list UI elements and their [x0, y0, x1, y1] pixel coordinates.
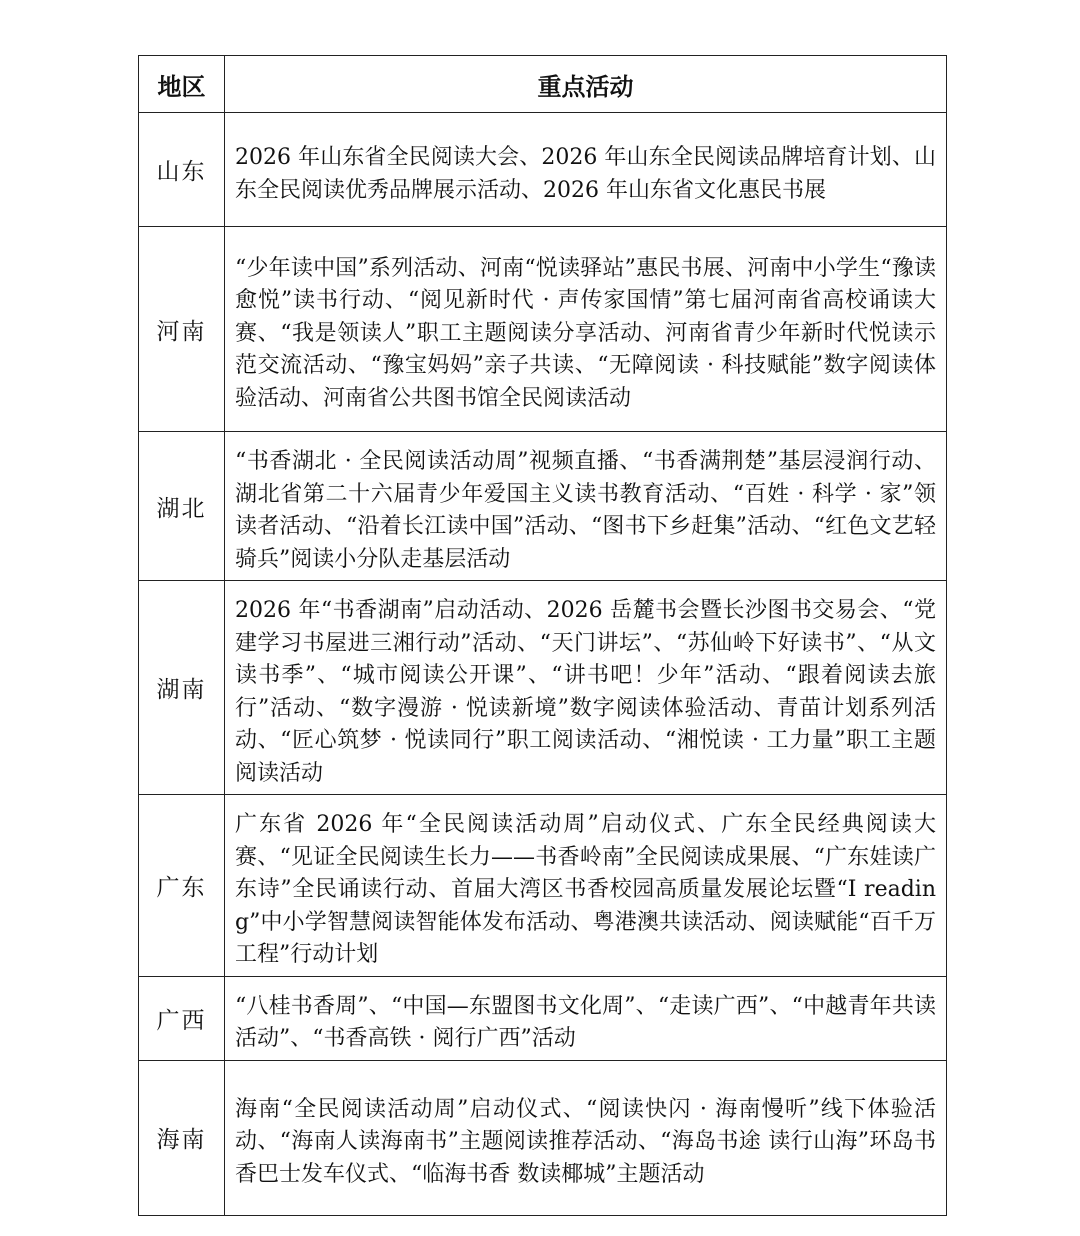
region-cell: 河南	[139, 227, 225, 432]
header-region: 地区	[139, 56, 225, 113]
activities-cell: 广东省 2026 年“全民阅读活动周”启动仪式、广东全民经典阅读大赛、“见证全民阅读生长力——书香岭南”全民阅读成果展、“广东娃读广东诗”全民诵读行动、首届大湾区书香校园高质量发展论坛暨“I reading”中小学智慧阅读智能体发布活动、粤港澳共读活动、阅读赋能“百千万工程”行动计划	[225, 795, 947, 977]
region-cell: 湖南	[139, 581, 225, 795]
activities-cell: “书香湖北 · 全民阅读活动周”视频直播、“书香满荆楚”基层浸润行动、湖北省第二十六届青少年爱国主义读书教育活动、“百姓 · 科学 · 家”领读者活动、“沿着长江读中国”活动、“图书下乡赶集”活动、“红色文艺轻骑兵”阅读小分队走基层活动	[225, 432, 947, 581]
table-row	[139, 1060, 947, 1215]
table-row	[139, 795, 947, 977]
activities-table	[138, 55, 947, 1216]
activities-table-container	[138, 55, 946, 1216]
region-cell: 广西	[139, 976, 225, 1060]
header-activities: 重点活动	[225, 56, 947, 113]
region-cell: 湖北	[139, 432, 225, 581]
activities-cell: 海南“全民阅读活动周”启动仪式、“阅读快闪 · 海南慢听”线下体验活动、“海南人读海南书”主题阅读推荐活动、“海岛书途 读行山海”环岛书香巴士发车仪式、“临海书香 数读椰城”主题活动	[225, 1060, 947, 1215]
table-row	[139, 581, 947, 795]
table-row	[139, 113, 947, 227]
table-header-row	[139, 56, 947, 113]
table-row	[139, 976, 947, 1060]
activities-cell: “八桂书香周”、“中国—东盟图书文化周”、“走读广西”、“中越青年共读活动”、“书香高铁 · 阅行广西”活动	[225, 976, 947, 1060]
region-cell: 海南	[139, 1060, 225, 1215]
activities-cell: 2026 年山东省全民阅读大会、2026 年山东全民阅读品牌培育计划、山东全民阅读优秀品牌展示活动、2026 年山东省文化惠民书展	[225, 113, 947, 227]
region-cell: 山东	[139, 113, 225, 227]
region-cell: 广东	[139, 795, 225, 977]
activities-cell: 2026 年“书香湖南”启动活动、2026 岳麓书会暨长沙图书交易会、“党建学习书屋进三湘行动”活动、“天门讲坛”、“苏仙岭下好读书”、“从文读书季”、“城市阅读公开课”、“讲书吧！少年”活动、“跟着阅读去旅行”活动、“数字漫游 · 悦读新境”数字阅读体验活动、青苗计划系列活动、“匠心筑梦 · 悦读同行”职工阅读活动、“湘悦读 · 工力量”职工主题阅读活动	[225, 581, 947, 795]
table-row	[139, 227, 947, 432]
table-row	[139, 432, 947, 581]
activities-cell: “少年读中国”系列活动、河南“悦读驿站”惠民书展、河南中小学生“豫读愈悦”读书行动、“阅见新时代 · 声传家国情”第七届河南省高校诵读大赛、“我是领读人”职工主题阅读分享活动、河南省青少年新时代悦读示范交流活动、“豫宝妈妈”亲子共读、“无障阅读 · 科技赋能”数字阅读体验活动、河南省公共图书馆全民阅读活动	[225, 227, 947, 432]
